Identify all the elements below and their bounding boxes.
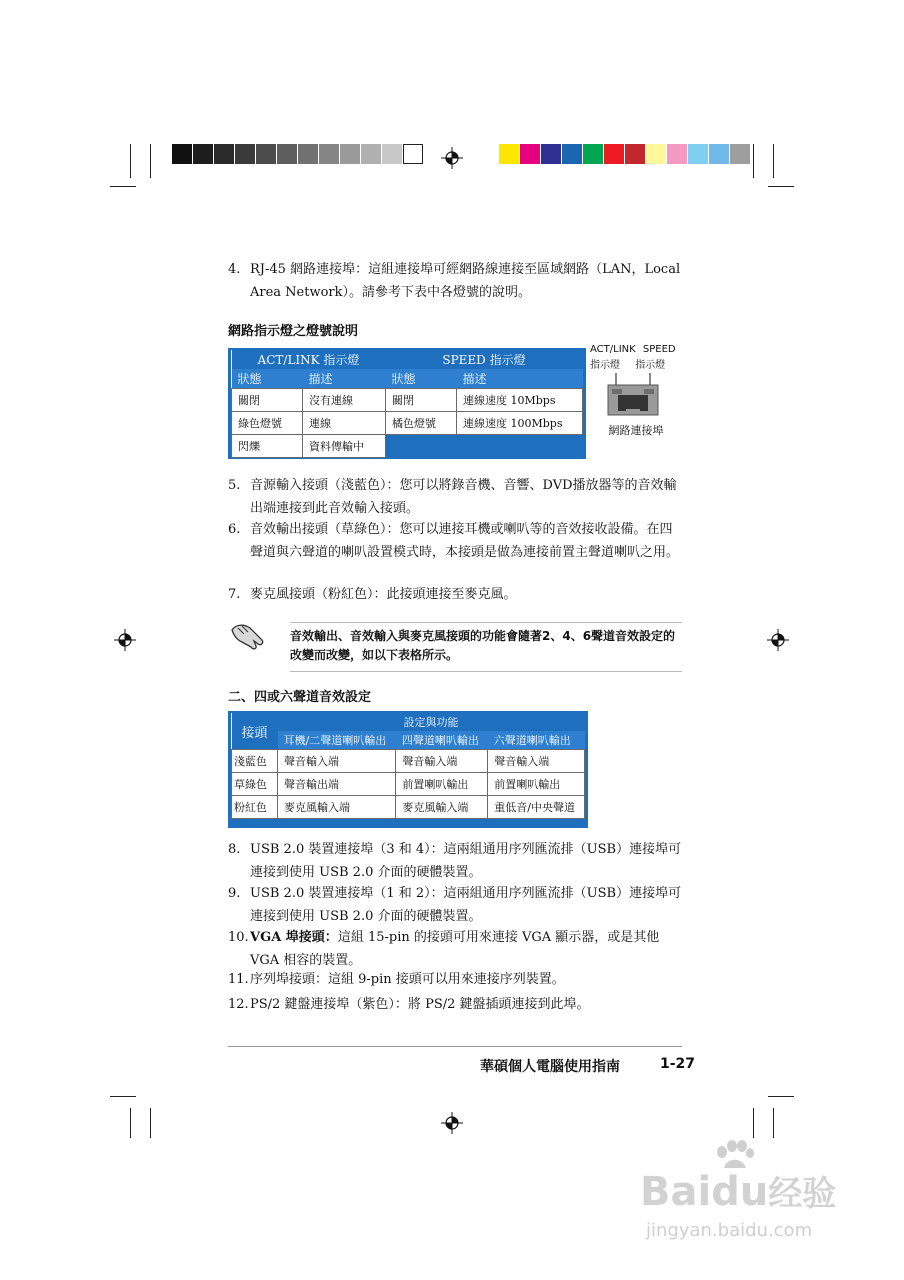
- section-title: 二、四或六聲道音效設定: [228, 690, 372, 705]
- table-row: 草綠色 聲音輸出端 前置喇叭輸出 前置喇叭輸出: [232, 773, 585, 796]
- sub-col: 六聲道喇叭輸出: [493, 734, 571, 747]
- color-swatch: [562, 144, 582, 164]
- color-swatch: [583, 144, 603, 164]
- color-swatch: [541, 144, 561, 164]
- color-swatch: [730, 144, 750, 164]
- footer-rule: [228, 1046, 682, 1047]
- color-swatch: [499, 144, 519, 164]
- item-bold-label: VGA 埠接頭：: [250, 930, 338, 945]
- col-jack: 接頭: [241, 725, 268, 741]
- footer-title: 華碩個人電腦使用指南: [480, 1059, 620, 1075]
- act-link-header: ACT/LINK 指示燈: [257, 353, 360, 367]
- port-caption: 網路連接埠: [608, 424, 664, 437]
- port-label-act: ACT/LINK: [590, 344, 636, 355]
- watermark-brand2: 经验: [768, 1174, 837, 1214]
- speed-header: SPEED 指示燈: [442, 353, 526, 367]
- baidu-watermark: [640, 1140, 860, 1270]
- network-led-table: [228, 348, 586, 459]
- table-row: 綠色燈號 連線 橘色燈號 連線速度 100Mbps: [232, 412, 583, 435]
- list-item: 8. USB 2.0 裝置連接埠（3 和 4）：這兩組通用序列匯流排（USB）連接埠可連接到使用 USB 2.0 介面的硬體裝置。: [228, 842, 682, 880]
- list-item: 9. USB 2.0 裝置連接埠（1 和 2）：這兩組通用序列匯流排（USB）連接埠可連接到使用 USB 2.0 介面的硬體裝置。: [228, 886, 682, 924]
- port-label-indicator-1: 指示燈: [590, 360, 620, 371]
- sub-col: 耳機/二聲道喇叭輸出: [283, 734, 387, 747]
- col-state: 狀態: [237, 372, 262, 386]
- col-desc: 描述: [462, 372, 487, 386]
- gray-swatch: [361, 144, 381, 164]
- note-hand-icon: [228, 620, 268, 654]
- item-text: RJ-45 網路連接埠：這組連接埠可經網路線連接至區域網路（LAN，Local Area Network）。請參考下表中各燈號的說明。: [250, 262, 681, 300]
- gray-swatch: [193, 144, 213, 164]
- sub-col: 四聲道喇叭輸出: [401, 734, 479, 747]
- col-state: 狀態: [391, 372, 416, 386]
- watermark-url: jingyan.baidu.com: [646, 1220, 813, 1241]
- gray-swatch: [235, 144, 255, 164]
- gray-swatch: [256, 144, 276, 164]
- page-number: 1-27: [660, 1056, 696, 1072]
- audio-channel-table: [228, 711, 588, 828]
- port-label-speed: SPEED: [642, 344, 676, 355]
- note-text: 音效輸出、音效輸入與麥克風接頭的功能會隨著2、4、6聲道音效設定的改變而改變，如以下表格所示。: [290, 622, 682, 672]
- registration-mark-icon: [441, 147, 463, 169]
- registration-mark-icon: [114, 629, 136, 651]
- gray-swatch: [298, 144, 318, 164]
- item-number: 4.: [228, 262, 241, 277]
- list-item: 6. 音效輸出接頭（草綠色）：您可以連接耳機或喇叭等的音效接收設備。在四聲道與六聲道的喇叭設置模式時，本接頭是做為連接前置主聲道喇叭之用。: [228, 522, 680, 560]
- color-swatch: [604, 144, 624, 164]
- registration-mark-icon: [767, 629, 789, 651]
- table-row: 淺藍色 聲音輸入端 聲音輸入端 聲音輸入端: [232, 750, 585, 773]
- gray-swatch: [277, 144, 297, 164]
- list-item: 11. 序列埠接頭：這組 9-pin 接頭可以用來連接序列裝置。: [228, 972, 565, 987]
- color-swatch: [688, 144, 708, 164]
- table-row: 關閉 沒有連線 關閉 連線速度 10Mbps: [232, 389, 583, 412]
- registration-mark-icon: [441, 1112, 463, 1134]
- col-group: 設定與功能: [403, 716, 459, 729]
- table-row: 閃爍 資料傳輸中: [232, 435, 583, 458]
- list-item: 7. 麥克風接頭（粉紅色）：此接頭連接至麥克風。: [228, 587, 517, 602]
- watermark-brand: Baidu: [640, 1169, 769, 1215]
- port-label-indicator-2: 指示燈: [635, 360, 666, 371]
- gray-swatch: [382, 144, 402, 164]
- rj45-port-illustration: [590, 344, 682, 438]
- ethernet-port-icon: [590, 371, 682, 417]
- list-item: [228, 258, 683, 304]
- gray-swatch: [172, 144, 192, 164]
- list-item: 10. VGA 埠接頭：這組 15-pin 的接頭可用來連接 VGA 顯示器，或是其他 VGA 相容的裝置。: [228, 930, 660, 968]
- table-row: 粉紅色 麥克風輸入端 麥克風輸入端 重低音/中央聲道: [232, 796, 585, 819]
- list-item: 5. 音源輸入接頭（淺藍色）：您可以將錄音機、音響、DVD播放器等的音效輸出端連接到此音效輸入接頭。: [228, 478, 677, 516]
- color-swatch: [646, 144, 666, 164]
- list-item: 12. PS/2 鍵盤連接埠（紫色）：將 PS/2 鍵盤插頭連接到此埠。: [228, 997, 590, 1012]
- color-swatch: [709, 144, 729, 164]
- col-desc: 描述: [308, 372, 333, 386]
- color-swatch: [625, 144, 645, 164]
- section-title: 網路指示燈之燈號說明: [228, 324, 359, 339]
- color-swatch: [520, 144, 540, 164]
- gray-swatch: [340, 144, 360, 164]
- gray-swatch: [319, 144, 339, 164]
- gray-swatch: [214, 144, 234, 164]
- gray-swatch: [403, 144, 423, 164]
- color-swatch: [667, 144, 687, 164]
